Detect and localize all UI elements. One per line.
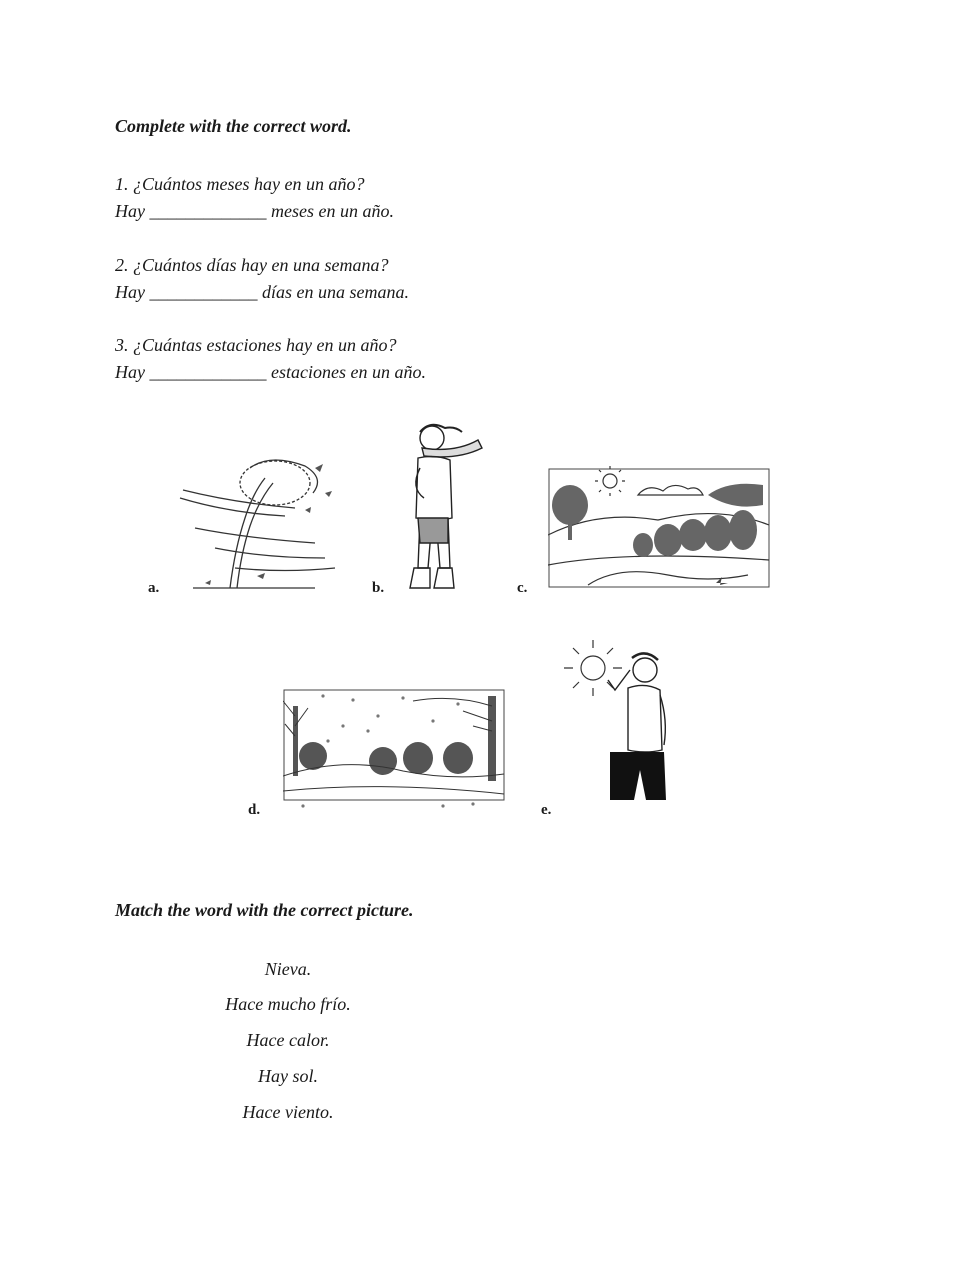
- picture-letter-d: d.: [248, 802, 261, 818]
- match-word-2: Hace mucho frío.: [225, 994, 351, 1014]
- picture-e-sunny-person: [560, 640, 675, 815]
- match-word-3: Hace calor.: [246, 1030, 330, 1050]
- picture-letter-a: a.: [148, 580, 160, 596]
- picture-b-cold-person: [400, 418, 490, 598]
- match-heading: Match the word with the correct picture.: [115, 900, 414, 920]
- complete-heading: Complete with the correct word.: [115, 116, 352, 136]
- answer-3: Hay _____________ estaciones en un año.: [115, 362, 426, 382]
- picture-letter-b: b.: [372, 580, 385, 596]
- question-3: 3. ¿Cuántas estaciones hay en un año?: [115, 335, 397, 355]
- question-2: 2. ¿Cuántos días hay en una semana?: [115, 255, 389, 275]
- answer-2: Hay ____________ días en una semana.: [115, 282, 409, 302]
- question-1: 1. ¿Cuántos meses hay en un año?: [115, 174, 365, 194]
- picture-letter-e: e.: [541, 802, 552, 818]
- answer-1: Hay _____________ meses en un año.: [115, 201, 394, 221]
- picture-c-spring-landscape: [548, 465, 773, 595]
- match-word-4: Hay sol.: [258, 1066, 318, 1086]
- match-word-1: Nieva.: [264, 959, 312, 979]
- picture-d-snow-landscape: [283, 686, 508, 816]
- match-word-5: Hace viento.: [242, 1102, 334, 1122]
- picture-a-windy-tree: [175, 448, 345, 593]
- picture-letter-c: c.: [517, 580, 528, 596]
